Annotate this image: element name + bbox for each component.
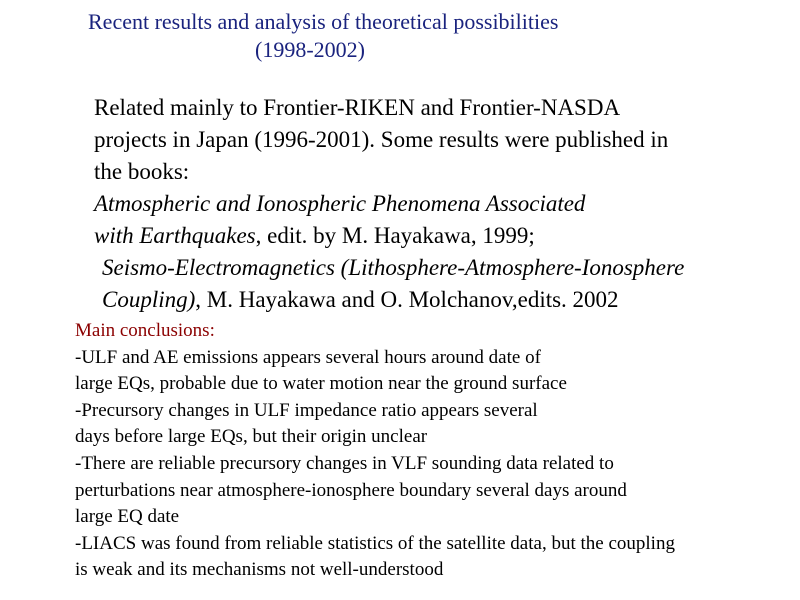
conclusions-section [75,318,790,584]
book-2-citation [94,284,794,316]
conclusion-line: -Precursory changes in ULF impedance ratio appears several [75,399,538,421]
book-1-title-line-2: with Earthquakes [94,223,256,248]
slide-title [60,8,680,64]
book-1-editor: , edit. by M. Hayakawa, 1999; [255,223,535,248]
conclusion-line: days before large EQs, but their origin unclear [75,426,428,448]
book-1-citation [94,220,794,252]
conclusions-heading: Main conclusions: [75,320,215,341]
conclusion-line: -LIACS was found from reliable statistics of the satellite data, but the coupling [75,532,675,554]
book-2-title-line-1: Seismo-Electromagnetics (Lithosphere-Atmosphere-Ionosphere [102,255,685,280]
book-1-title-line-1: Atmospheric and Ionospheric Phenomena Associated [94,191,586,216]
slide-title-line-2: (1998-2002) [255,37,365,62]
intro-line-1: Related mainly to Frontier-RIKEN and Frontier-NASDA [94,95,621,120]
conclusion-line: -There are reliable precursory changes in VLF sounding data related to [75,452,614,474]
conclusion-line: perturbations near atmosphere-ionosphere boundary several days around [75,479,627,501]
conclusion-line: -ULF and AE emissions appears several hours around date of [75,346,541,368]
slide-title-line-1: Recent results and analysis of theoretical possibilities [88,9,559,34]
intro-paragraph [94,92,794,316]
conclusion-line: large EQ date [75,506,180,528]
book-2-title-line-2: Coupling) [102,287,196,312]
conclusion-line: is weak and its mechanisms not well-understood [75,559,444,581]
book-2-editors: , M. Hayakawa and O. Molchanov,edits. 2002 [195,287,619,312]
intro-line-3: the books: [94,159,190,184]
conclusion-line: large EQs, probable due to water motion near the ground surface [75,373,567,395]
intro-line-2: projects in Japan (1996-2001). Some results were published in [94,127,669,152]
